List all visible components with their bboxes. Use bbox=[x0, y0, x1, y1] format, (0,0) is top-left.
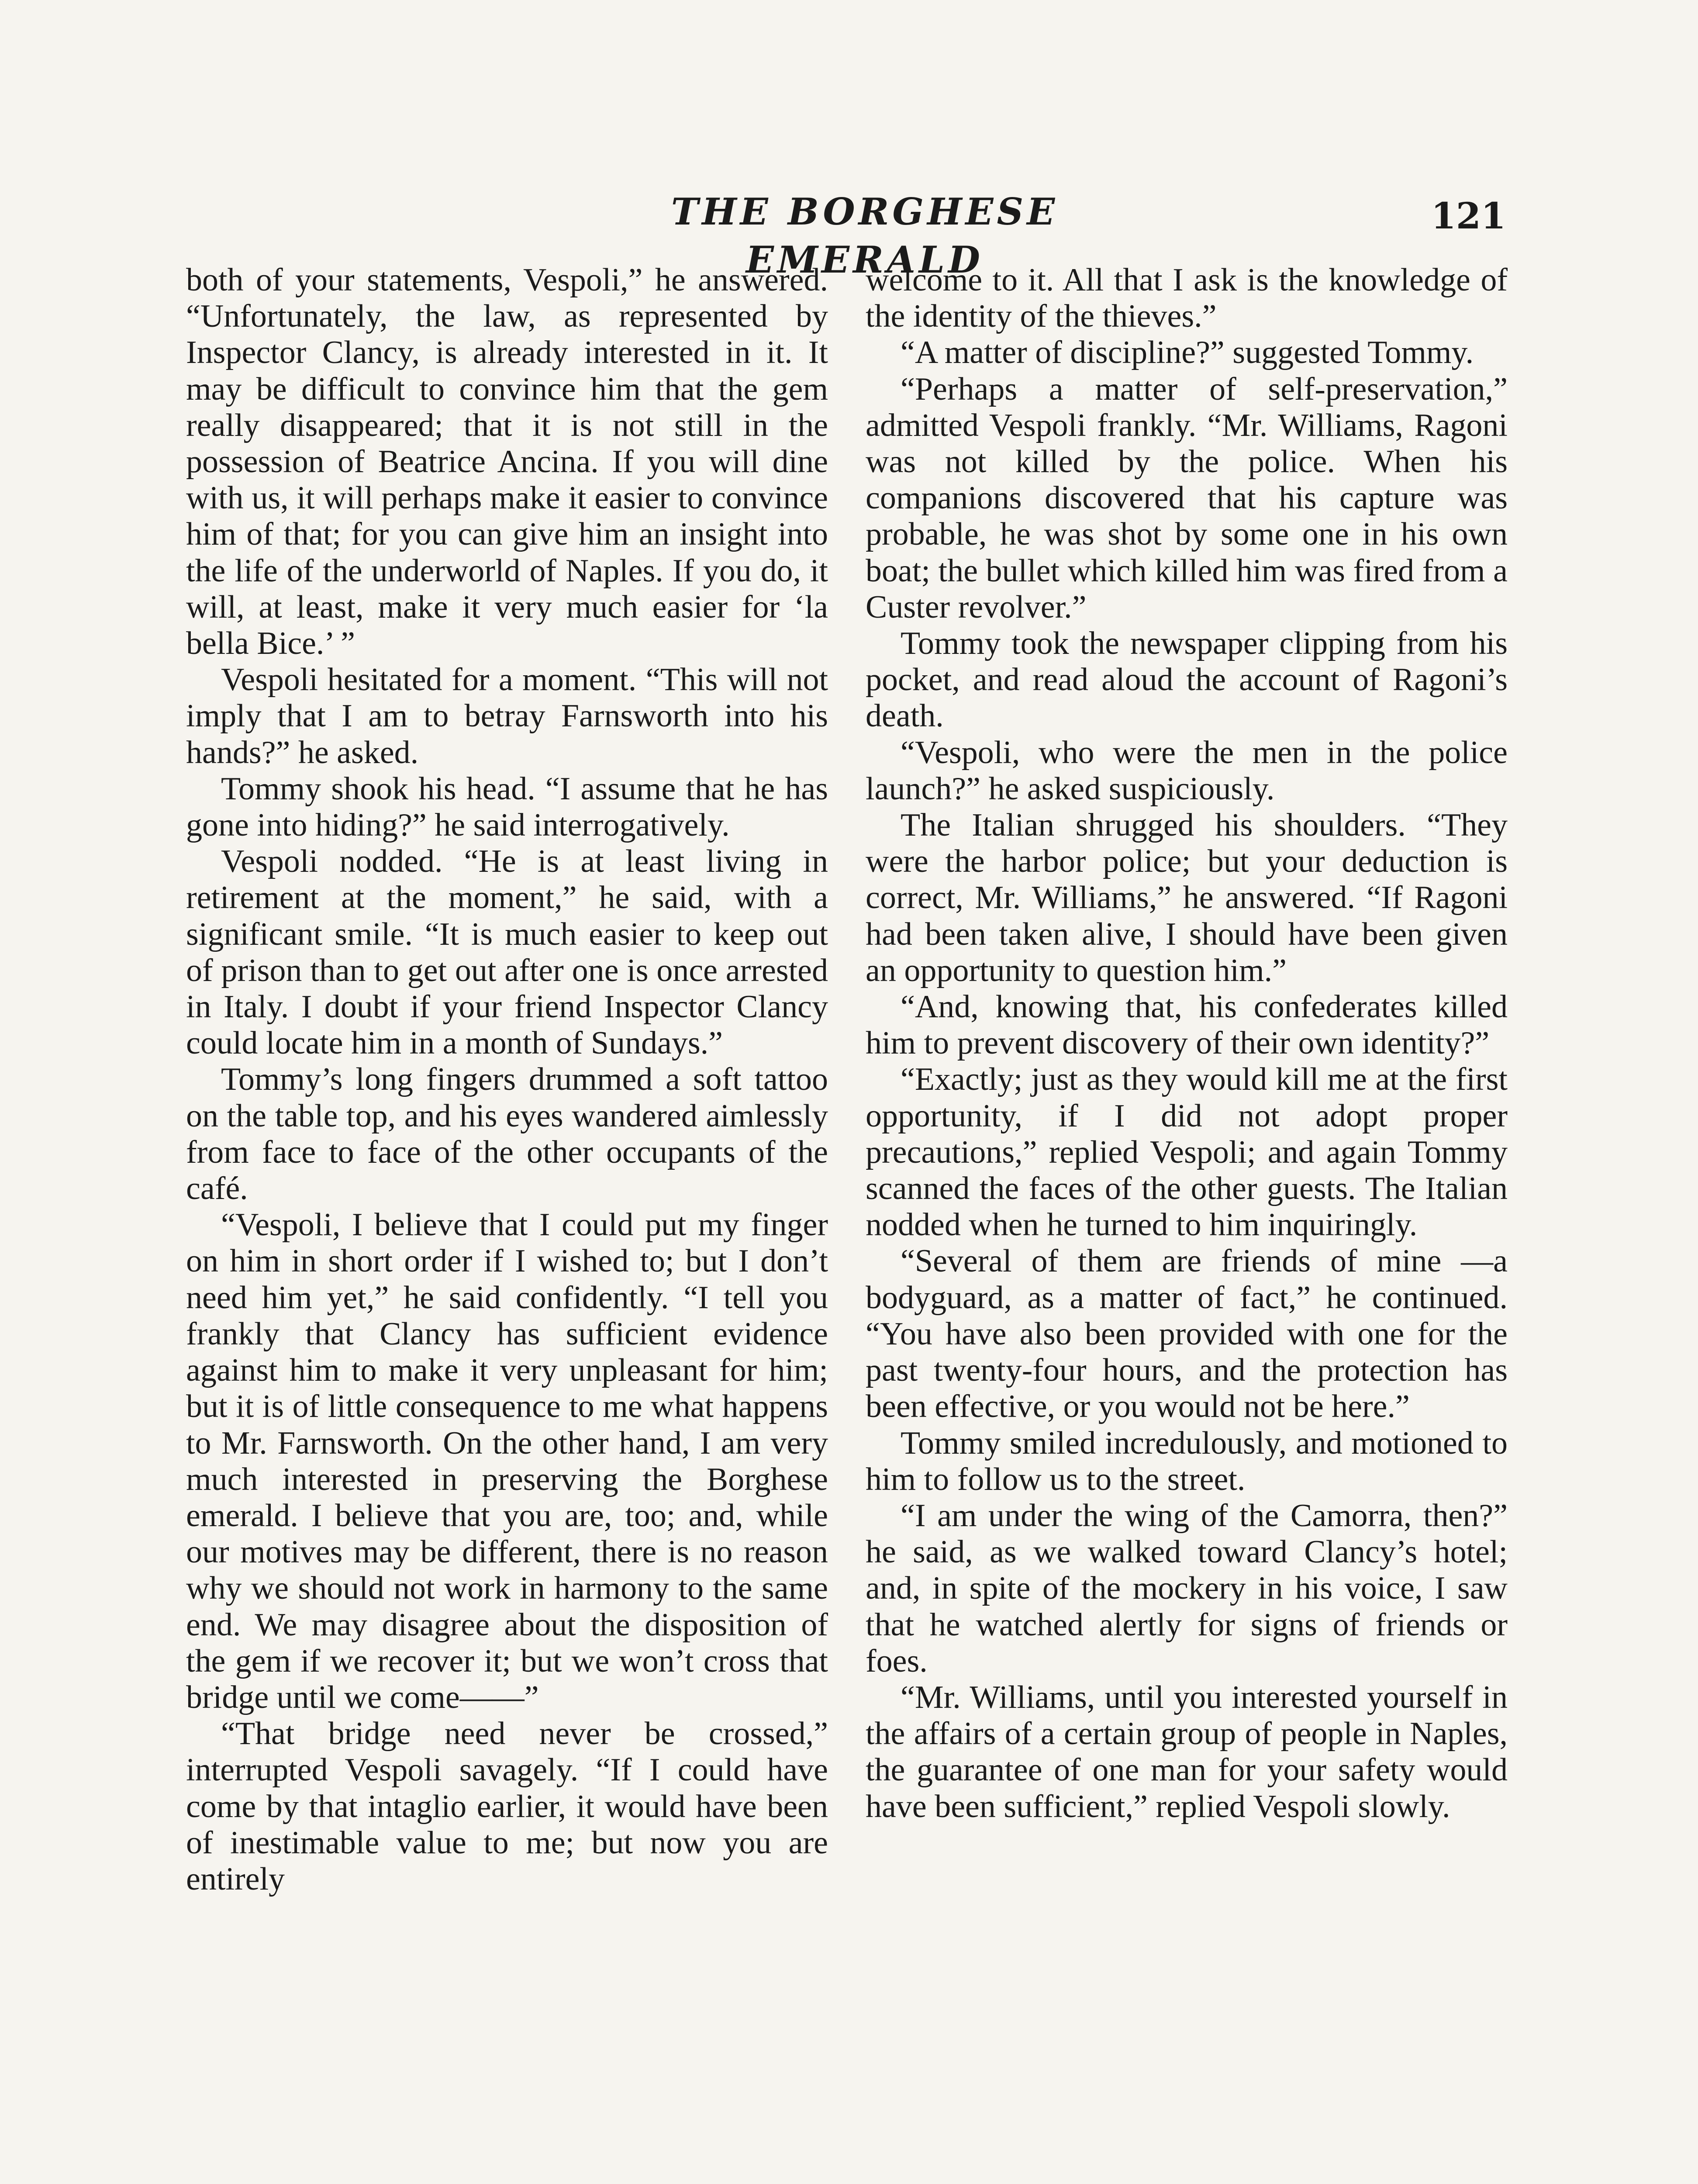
page-number: 121 bbox=[1431, 195, 1506, 237]
paragraph: Tommy’s long fingers drummed a soft tattoo on the table top, and his eyes wandered aimlessly from face to face of the other occupants of the café. bbox=[186, 1061, 828, 1207]
paragraph: “A matter of discipline?” suggested Tommy. bbox=[901, 335, 1474, 371]
paragraph: Vespoli hesitated for a moment. “This will not imply that I am to betray Farnsworth into his hands?” he asked. bbox=[186, 662, 828, 771]
text-column-right bbox=[866, 262, 1508, 1825]
paragraph: The Italian shrugged his shoulders. “They were the harbor police; but your deduction is correct, Mr. Williams,” he answered. “If Ragoni had been taken alive, I should have been given an opportunity to question him.” bbox=[866, 807, 1508, 988]
paragraph: Tommy smiled incredulously, and motioned to him to follow us to the street. bbox=[866, 1425, 1508, 1497]
running-head bbox=[0, 188, 1698, 281]
chapter-title: THE BORGHESE EMERALD bbox=[671, 190, 1059, 281]
paragraph: “Exactly; just as they would kill me at the first opportunity, if I did not adopt proper precautions,” replied Vespoli; and again Tommy scanned the faces of the other guests. The Italian nodded when he turned to him inquiringly. bbox=[866, 1061, 1508, 1243]
paragraph: Vespoli nodded. “He is at least living in retirement at the moment,” he said, with a significant smile. “It is much easier to keep out of prison than to get out after one is once arrested in Italy. I doubt if your friend Inspector Clancy could locate him in a month of Sundays.” bbox=[186, 843, 828, 1061]
paragraph: both of your statements, Vespoli,” he answered. “Unfortunately, the law, as represented by Inspector Clancy, is already interested in it. It may be difficult to convince him that the gem really disappeared; that it is not still in the possession of Beatrice Ancina. If you will dine with us, it will perhaps make it easier to convince him of that; for you can give him an insight into the life of the underworld of Naples. If you do, it will, at least, make it very much easier for ‘la bella Bice.’ ” bbox=[186, 262, 828, 662]
paragraph: “Several of them are friends of mine —a bodyguard, as a matter of fact,” he continued. “You have also been provided with one for the past twenty-four hours, and the protection has been effective, or you would not be here.” bbox=[866, 1243, 1508, 1425]
paragraph: welcome to it. All that I ask is the knowledge of the identity of the thieves.” bbox=[866, 262, 1508, 335]
paragraph: Tommy shook his head. “I assume that he has gone into hiding?” he said interrogatively. bbox=[186, 771, 828, 843]
paragraph: “And, knowing that, his confederates killed him to prevent discovery of their own identity?” bbox=[866, 989, 1508, 1061]
paragraph: “Mr. Williams, until you interested yourself in the affairs of a certain group of people in Naples, the guarantee of one man for your safety would have been sufficient,” replied Vespoli slowly. bbox=[866, 1679, 1508, 1825]
paragraph: “Perhaps a matter of self-preservation,” admitted Vespoli frankly. “Mr. Williams, Ragoni was not killed by the police. When his companions discovered that his capture was probable, he was shot by some one in his own boat; the bullet which killed him was fired from a Custer revolver.” bbox=[866, 371, 1508, 625]
paragraph: “I am under the wing of the Camorra, then?” he said, as we walked toward Clancy’s hotel; and, in spite of the mockery in his voice, I saw that he watched alertly for signs of friends or foes. bbox=[866, 1497, 1508, 1679]
text-column-left bbox=[186, 262, 828, 1897]
paragraph: Tommy took the newspaper clipping from his pocket, and read aloud the account of Ragoni’s death. bbox=[866, 625, 1508, 734]
paragraph: “Vespoli, who were the men in the police launch?” he asked suspiciously. bbox=[866, 734, 1508, 807]
paragraph: “That bridge need never be crossed,” interrupted Vespoli savagely. “If I could have come by that intaglio earlier, it would have been of inestimable value to me; but now you are entirely bbox=[186, 1716, 828, 1897]
paragraph: “Vespoli, I believe that I could put my finger on him in short order if I wished to; but I don’t need him yet,” he said confidently. “I tell you frankly that Clancy has sufficient evidence against him to make it very unpleasant for him; but it is of little consequence to me what happens to Mr. Farnsworth. On the other hand, I am very much interested in preserving the Borghese emerald. I believe that you are, too; and, while our motives may be different, there is no reason why we should not work in harmony to the same end. We may disagree about the disposition of the gem if we recover it; but we won’t cross that bridge until we come——” bbox=[186, 1207, 828, 1715]
